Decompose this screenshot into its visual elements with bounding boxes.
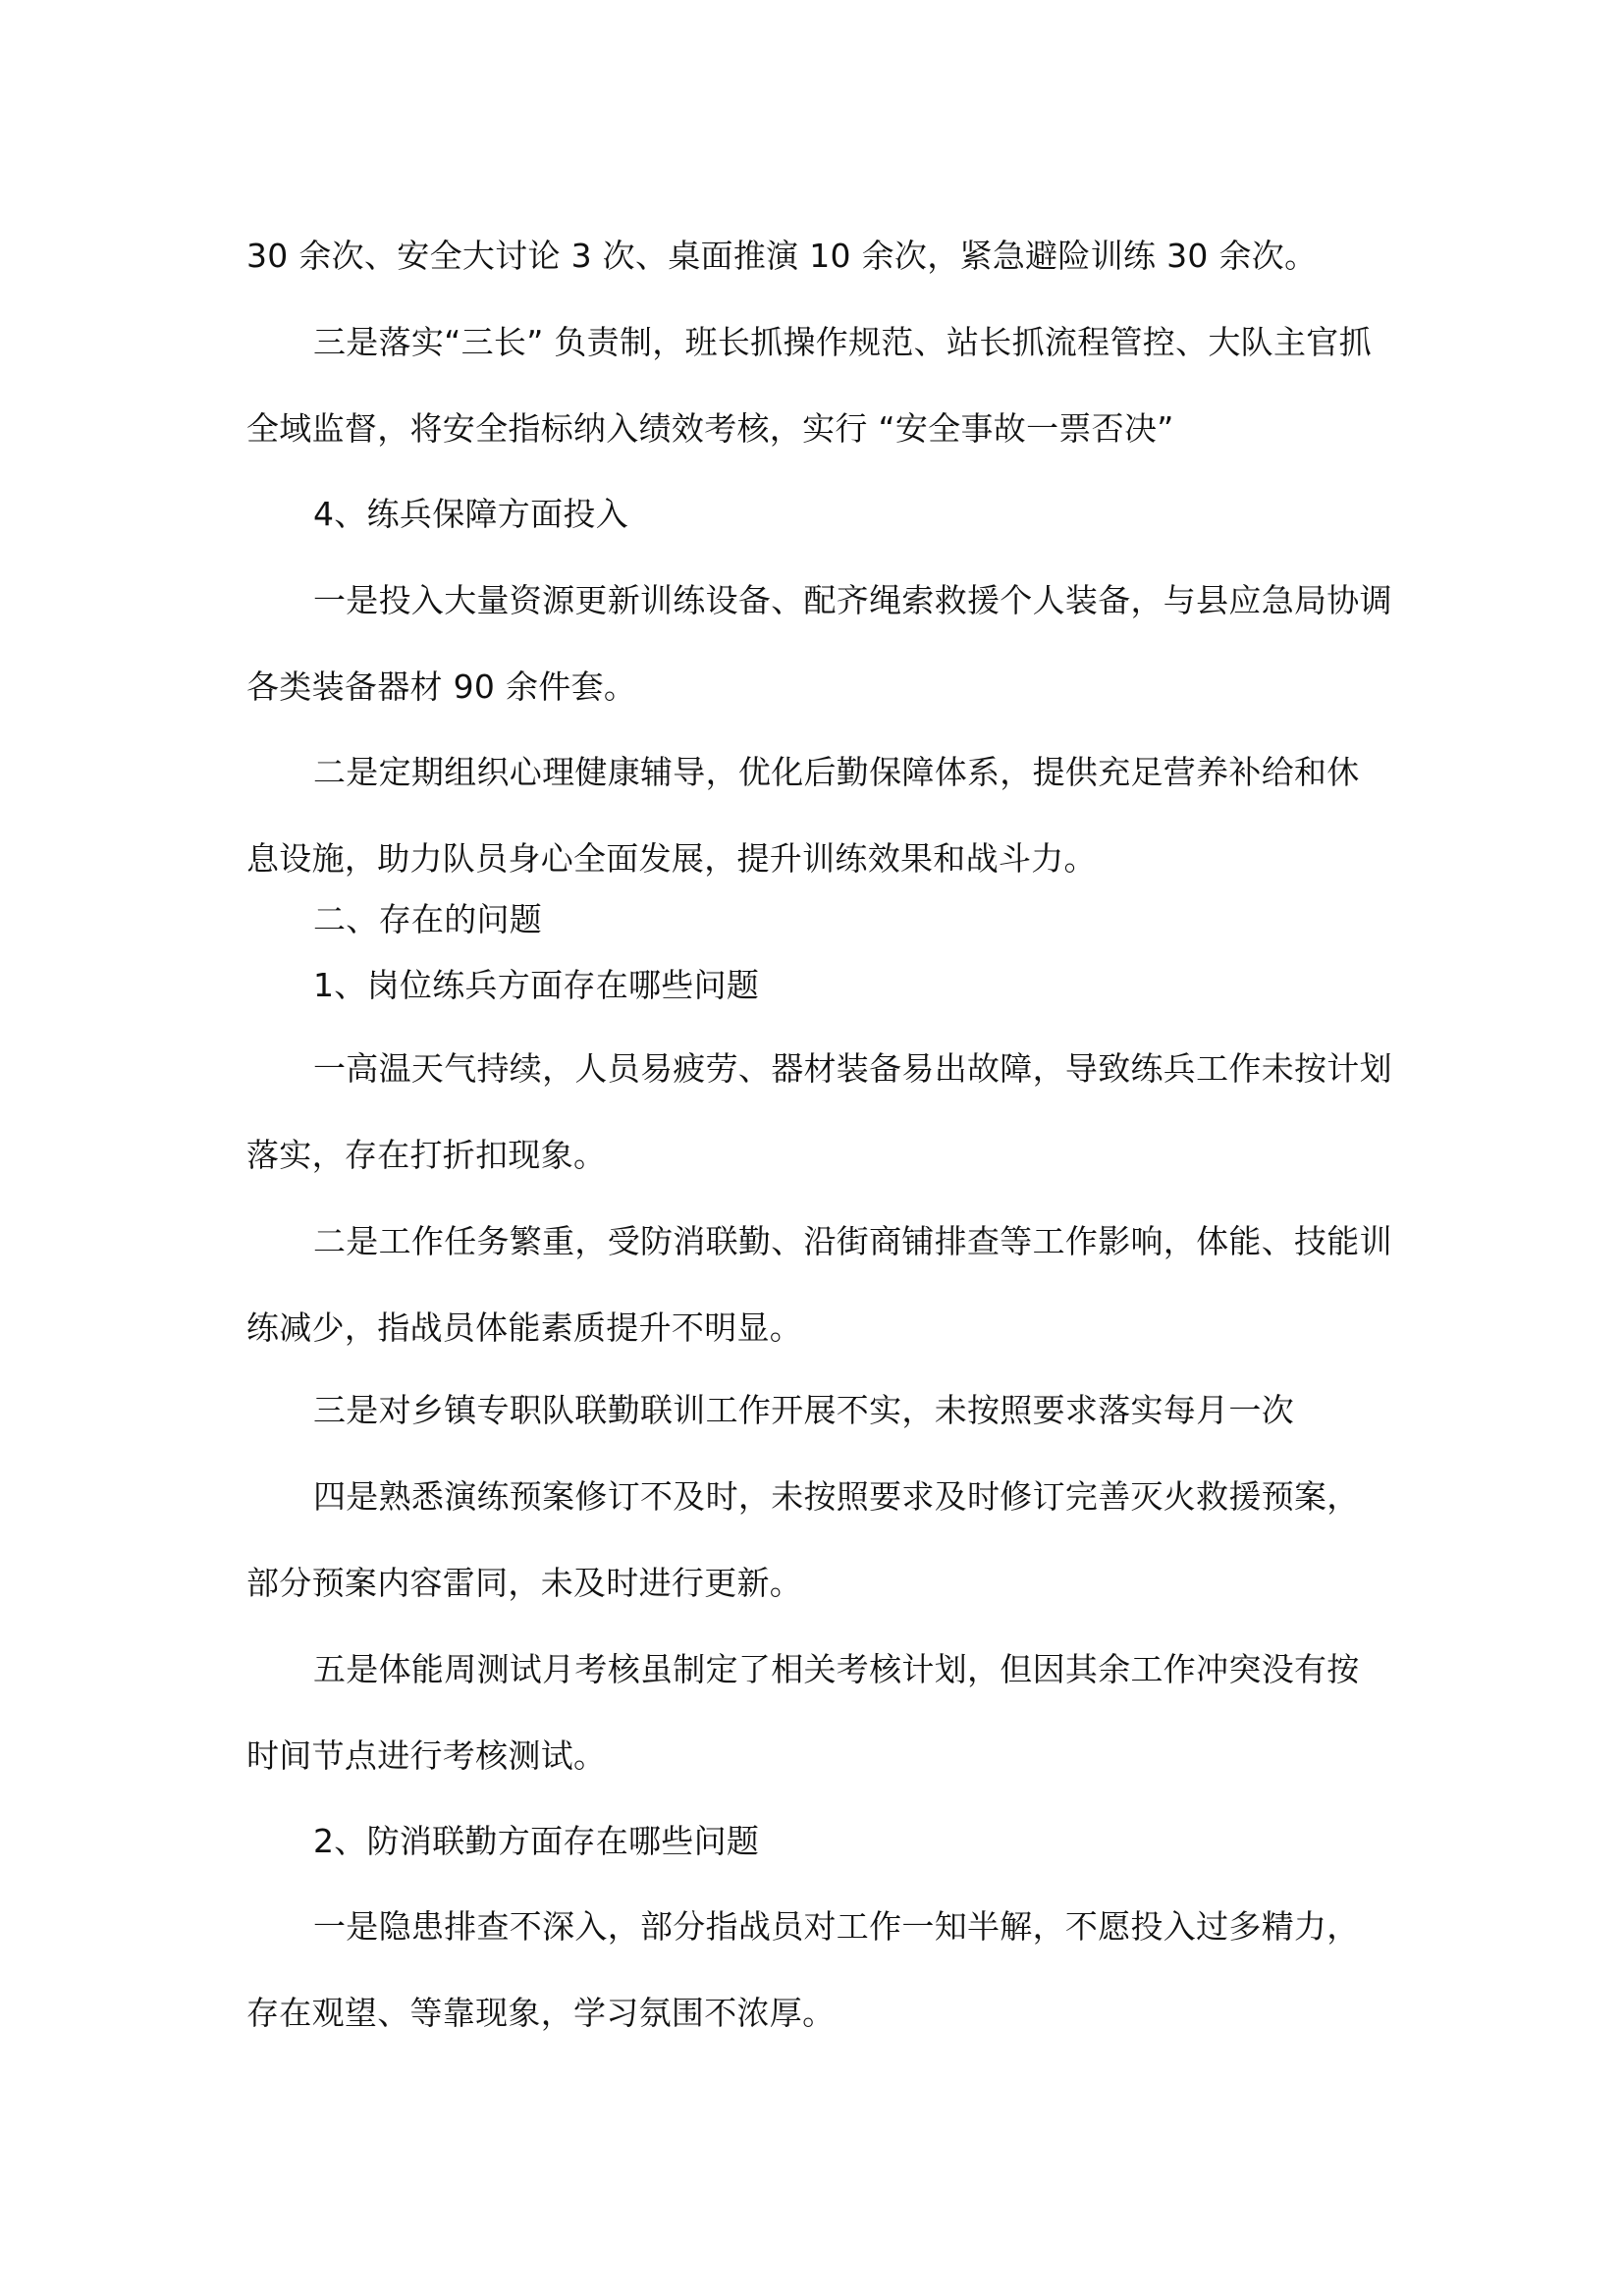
paragraph-line: 一是投入大量资源更新训练设备、配齐绳索救援个人装备，与县应急局协调 bbox=[313, 581, 1392, 619]
section-heading: 二、存在的问题 bbox=[313, 900, 543, 938]
paragraph-line: 30 余次、安全大讨论 3 次、桌面推演 10 余次，紧急避险训练 30 余次。 bbox=[246, 237, 1318, 275]
paragraph-line: 二是定期组织心理健康辅导，优化后勤保障体系，提供充足营养补给和休 bbox=[313, 753, 1360, 791]
paragraph-line: 三是对乡镇专职队联勤联训工作开展不实，未按照要求落实每月一次 bbox=[313, 1391, 1294, 1429]
paragraph-line: 练减少，指战员体能素质提升不明显。 bbox=[246, 1308, 803, 1347]
paragraph-line: 各类装备器材 90 余件套。 bbox=[246, 667, 637, 706]
section-heading: 2、防消联勤方面存在哪些问题 bbox=[313, 1822, 760, 1860]
paragraph-line: 一是隐患排查不深入，部分指战员对工作一知半解，不愿投入过多精力， bbox=[313, 1907, 1360, 1946]
paragraph-line: 三是落实“三长” 负责制，班长抓操作规范、站长抓流程管控、大队主官抓 bbox=[313, 323, 1372, 361]
paragraph-line: 五是体能周测试月考核虽制定了相关考核计划，但因其余工作冲突没有按 bbox=[313, 1650, 1360, 1688]
paragraph-line: 一高温天气持续，人员易疲劳、器材装备易出故障，导致练兵工作未按计划 bbox=[313, 1049, 1392, 1088]
section-heading: 1、岗位练兵方面存在哪些问题 bbox=[313, 966, 760, 1004]
paragraph-line: 四是熟悉演练预案修订不及时，未按照要求及时修订完善灭火救援预案， bbox=[313, 1477, 1360, 1516]
paragraph-line: 落实，存在打折扣现象。 bbox=[246, 1136, 607, 1174]
paragraph-line: 存在观望、等靠现象，学习氛围不浓厚。 bbox=[246, 1994, 836, 2032]
paragraph-line: 全域监督，将安全指标纳入绩效考核，实行 “安全事故一票否决” bbox=[246, 409, 1174, 448]
section-heading: 4、练兵保障方面投入 bbox=[313, 495, 628, 533]
paragraph-line: 时间节点进行考核测试。 bbox=[246, 1736, 607, 1775]
paragraph-line: 二是工作任务繁重，受防消联勤、沿街商铺排查等工作影响，体能、技能训 bbox=[313, 1222, 1392, 1260]
paragraph-line: 息设施，助力队员身心全面发展，提升训练效果和战斗力。 bbox=[246, 839, 1097, 878]
paragraph-line: 部分预案内容雷同，未及时进行更新。 bbox=[246, 1564, 803, 1602]
